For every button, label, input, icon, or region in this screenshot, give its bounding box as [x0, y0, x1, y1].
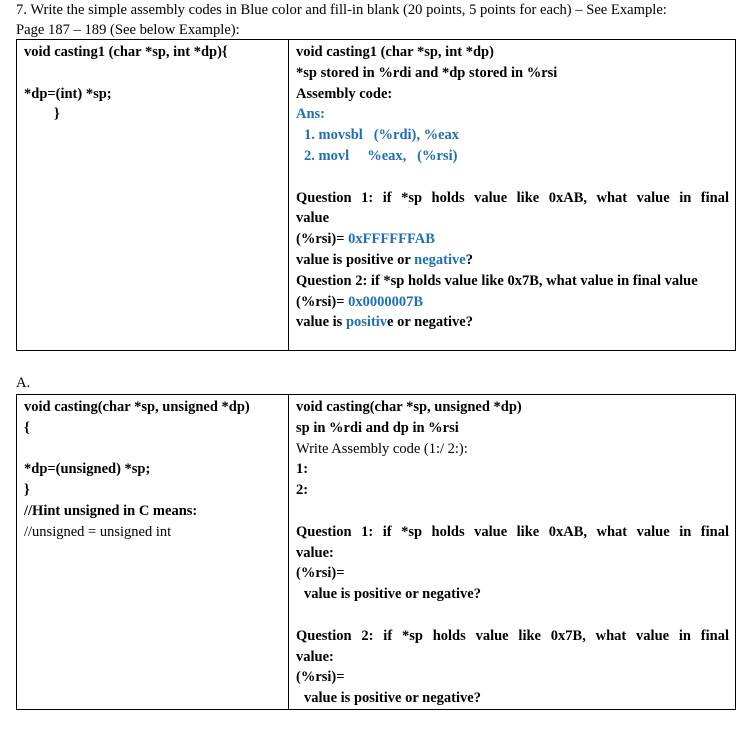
example-asm-line-2: 2. movl %eax, (%rsi) — [304, 147, 458, 164]
problem-q1-sign[interactable]: value is positive or negative? — [304, 586, 481, 603]
question-header — [16, 0, 744, 40]
section-label: A. — [16, 375, 31, 391]
example-asm-line-1: 1. movsbl (%rdi), %eax — [304, 127, 460, 144]
problem-asm-line-1[interactable]: 1: — [296, 461, 309, 478]
problem-question-1: Question 1: if *sp holds value like 0xAB, what value in final — [296, 523, 729, 540]
problem-register-note: sp in %rdi and dp in %rsi — [296, 419, 459, 436]
example-q1-result-line — [296, 229, 729, 250]
problem-q2-result[interactable]: (%rsi)= — [296, 669, 345, 686]
problem-function-signature: void casting(char *sp, unsigned *dp) — [24, 399, 250, 415]
example-q1-sign-line — [296, 250, 729, 271]
problem-asm-line-2[interactable]: 2: — [296, 482, 309, 499]
example-q2-sign-answer: positiv — [345, 314, 388, 331]
example-closing-brace: } — [54, 106, 60, 123]
example-ans-label: Ans: — [296, 106, 326, 123]
problem-q2-sign[interactable]: value is positive or negative? — [304, 690, 481, 707]
example-table — [16, 39, 736, 351]
example-question-1-cont: value — [296, 210, 330, 227]
question-page-reference: Page 187 – 189 (See below Example): — [16, 22, 240, 38]
problem-c-code-cell — [17, 395, 289, 710]
example-c-code-cell — [17, 40, 289, 351]
example-q1-result-value: 0xFFFFFFAB — [348, 231, 435, 248]
problem-answer-cell — [289, 395, 736, 710]
problem-hint-line-2: //unsigned = unsigned int — [24, 523, 172, 540]
example-q2-result-line — [296, 292, 729, 313]
problem-opening-brace: { — [24, 419, 30, 436]
example-q2-result-prefix: (%rsi)= — [296, 293, 349, 310]
example-question-1: Question 1: if *sp holds value like 0xAB, what value in final — [296, 189, 729, 206]
problem-question-2-cont: value: — [296, 648, 334, 665]
example-q2-sign-prefix: value is — [296, 314, 346, 331]
example-right-signature: void casting1 (char *sp, int *dp) — [296, 44, 494, 60]
example-q2-sign-suffix: e or negative? — [387, 314, 473, 331]
problem-right-signature: void casting(char *sp, unsigned *dp) — [296, 399, 522, 415]
example-answer-cell — [289, 40, 736, 351]
problem-question-2: Question 2: if *sp holds value like 0x7B, what value in final — [296, 627, 729, 644]
example-cast-statement: *dp=(int) *sp; — [24, 85, 112, 102]
problem-hint-line-1: //Hint unsigned in C means: — [24, 502, 198, 519]
example-q1-sign-answer: negative — [414, 251, 466, 268]
example-q2-result-value: 0x0000007B — [348, 293, 424, 310]
problem-assembly-label: Write Assembly code (1:/ 2:): — [296, 440, 468, 457]
example-question-2: Question 2: if *sp holds value like 0x7B, what value in final value — [296, 272, 698, 289]
example-q1-result-prefix: (%rsi)= — [296, 231, 349, 248]
example-q1-sign-suffix: ? — [465, 251, 473, 268]
example-q1-sign-prefix: value is positive or — [296, 251, 415, 268]
problem-closing-brace: } — [24, 482, 30, 499]
example-function-signature: void casting1 (char *sp, int *dp){ — [24, 44, 228, 60]
problem-cast-statement: *dp=(unsigned) *sp; — [24, 461, 151, 478]
example-register-note: *sp stored in %rdi and *dp stored in %rsi — [296, 64, 558, 81]
problem-table — [16, 394, 736, 710]
question-instruction: 7. Write the simple assembly codes in Blue color and fill-in blank (20 points, 5 points for each) – See Example: — [16, 2, 667, 18]
problem-question-1-cont: value: — [296, 544, 334, 561]
example-assembly-label: Assembly code: — [296, 85, 393, 102]
problem-q1-result[interactable]: (%rsi)= — [296, 565, 345, 582]
example-q2-sign-line — [296, 312, 729, 333]
